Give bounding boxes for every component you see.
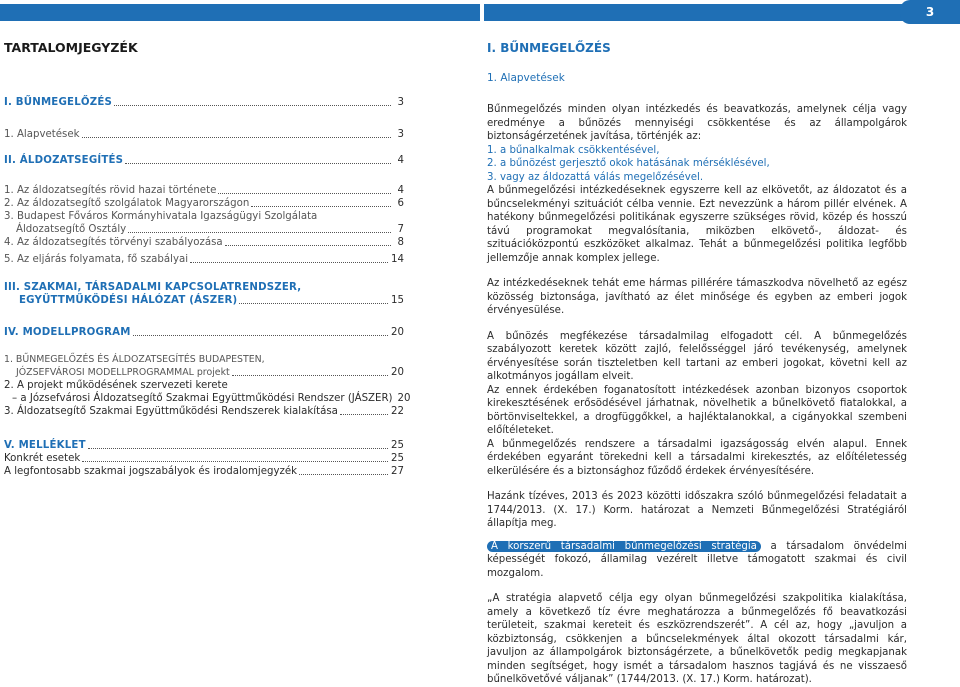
toc-entry [4,452,404,465]
paragraph: Hazánk tízéves, 2013 és 2023 közötti időszakra szóló bűnmegelőzési feladatait a 1744/2013. (X. 17.) Korm. határozat a Nemzeti Bűnmegelőzési Stratégiáról állapítja meg. [487,491,907,529]
toc-leader-dots [251,206,391,207]
toc-leader-dots [88,448,388,449]
toc-entry-text: II. ÁLDOZATSEGÍTÉS [4,154,124,166]
toc-entry [4,366,404,379]
paragraph [487,540,907,581]
header-bar [0,0,960,21]
toc-page-number: 27 [391,465,404,477]
toc-leader-dots [114,105,391,106]
toc-page-number: 4 [397,184,404,196]
toc-entry [4,236,404,249]
paragraph: A bűnözés megfékezése társadalmilag elfogadott cél. A bűnmegelőzés szabályozott keretek között zajló, felelősséggel járó tevékenység, amelynek érvényesítése során tiszteletben kell tartani az emberi jogokat, követni kell az alkotmányos jogállam elveit. [487,330,907,382]
toc-leader-dots [232,375,388,376]
page-number: 3 [900,0,960,24]
toc-entry-text: 3. Áldozatsegítő Szakmai Együttműködési Rendszerek kialakítása [4,405,338,417]
toc-entry-text: JÓZSEFVÁROSI MODELLPROGRAMMAL projekt [16,366,230,378]
toc-leader-dots [128,232,391,233]
toc-leader-dots [239,303,388,304]
toc-entry [4,210,404,223]
toc-page-number: 4 [397,154,404,166]
toc-entry [4,281,404,294]
toc-entry-text: III. SZAKMAI, TÁRSADALMI KAPCSOLATRENDSZER, [4,281,302,293]
toc-entry-text: Áldozatsegítő Osztály [16,223,127,235]
toc-entry-text: 1. Alapvetések [4,128,80,140]
toc-page-number: 25 [391,452,404,464]
toc-entry [4,154,404,167]
header-bar-right [484,4,960,21]
toc-entry-text: 3. Budapest Főváros Kormányhivatala Igazságügyi Szolgálata [4,210,318,222]
toc-leader-dots [340,414,388,415]
toc-leader-dots [133,335,388,336]
list-item: 3. vagy az áldozattá válás megelőzésével. [487,171,704,183]
toc-entry [4,184,404,197]
toc-entry-text: EGYÜTTMŰKÖDÉSI HÁLÓZAT (ÁSZER) [19,294,238,306]
paragraph: Bűnmegelőzés minden olyan intézkedés és beavatkozás, amelynek célja vagy eredménye a bűnözés mennyiségi csökkentése és az állampolgárok biztonságérzetének javítása, történjék az: [487,104,907,142]
toc-title: TARTALOMJEGYZÉK [4,40,138,55]
paragraph: Az intézkedéseknek tehát eme hármas pillérére támaszkodva növelhető az egész közösség biztonsága, javítható az élet minősége és egyben az emberi jogok érvényesülése. [487,278,907,316]
toc-page-number: 15 [391,294,404,306]
toc-entry [4,294,404,307]
toc-page-number: 8 [397,236,404,248]
paragraph: A bűnmegelőzés rendszere a társadalmi igazságosság elvén alapul. Ennek érdekében egyaránt törekedni kell a társadalmi kirekesztés, az előítéletesség elkerülésére és a biztonsághoz fűződő érdekek érvényesítésére. [487,438,907,477]
toc-entry [4,405,404,418]
header-bar-left [0,4,480,21]
paragraph: Az ennek érdekében foganatosított intézkedések azonban bizonyos csoportok kirekesztésének erősödésével járhatnak, növelhetik a bűnelkövető fiatalokkal, a börtönviseltekkel, a drogfüggőkkel, a hajléktalanokkal, a cigányokkal szembeni előítéleteket. [487,384,907,436]
toc-page-number: 6 [397,197,404,209]
toc-page-number: 20 [391,326,404,338]
toc-leader-dots [125,163,391,164]
toc-page-number: 20 [397,392,411,404]
paragraph: A bűnmegelőzési intézkedéseknek egyszerre kell az elkövetőt, az áldozatot és a bűncselekményi szituációt célba vennie. Ezt nevezzünk a három pillér elvének. A hatékony bűnmegelőzési politikának egyszerre szükséges rövid, közép és hosszú távú programokat megvalósítania, miközben elkövető-, áldozat- és szituációközpontú eszközöket alkalmaz. Tehát a bűnmegelőzési politika legfőbb jellemzője annak komplex jellege. [487,185,907,264]
toc-leader-dots [225,245,391,246]
toc-leader-dots [218,193,391,194]
toc-page-number: 3 [397,96,404,108]
toc-entry-text: 2. Az áldozatsegítő szolgálatok Magyarországon [4,197,250,209]
toc-entry-text: I. BŰNMEGELŐZÉS [4,96,113,108]
toc-entry [4,96,404,109]
toc-entry [4,465,404,478]
toc-page-number: 7 [397,223,404,235]
body-text [487,103,907,687]
toc-entry [4,392,411,405]
toc-entry [4,326,404,339]
toc-entry-text: Konkrét esetek [4,452,81,464]
toc-entry-text: – a Józsefvárosi Áldozatsegítő Szakmai Együttműködési Rendszer (JÁSZER) [12,392,393,404]
toc-entry-text: V. MELLÉKLET [4,439,86,451]
toc-entry-text: 5. Az eljárás folyamata, fő szabályai [4,253,189,265]
toc-entry-text: IV. MODELLPROGRAM [4,326,131,338]
toc-entry-text: 1. BŰNMEGELŐZÉS ÉS ÁLDOZATSEGÍTÉS BUDAPESTEN, [4,353,265,365]
toc-entry-text: 2. A projekt működésének szervezeti kerete [4,379,228,391]
toc-entry-text: 4. Az áldozatsegítés törvényi szabályozása [4,236,223,248]
toc-page-number: 20 [391,366,404,378]
toc-entry [4,253,404,266]
subsection-heading: 1. Alapvetések [487,72,565,84]
toc-page-number: 25 [391,439,404,451]
toc-page-number: 3 [397,128,404,140]
toc-page-number: 14 [391,253,404,265]
list-item: 1. a bűnalkalmak csökkentésével, [487,144,660,156]
toc-leader-dots [299,474,388,475]
toc-entry [4,353,404,366]
toc-entry-text: A legfontosabb szakmai jogszabályok és irodalomjegyzék [4,465,298,477]
toc-entry-text: 1. Az áldozatsegítés rövid hazai története [4,184,217,196]
toc-entry [4,128,404,141]
paragraph-rest: a társadalom önvédelmi képességét fokozó, államilag vezérelt illetve támogatott szakmai és civil mozgalom. [487,540,907,579]
toc-leader-dots [190,262,388,263]
toc-entry [4,197,404,210]
toc-entry [4,223,404,236]
highlighted-phrase: A korszerű társadalmi bűnmegelőzési stratégia [487,541,761,552]
quote-paragraph: „A stratégia alapvető célja egy olyan bűnmegelőzési szakpolitika kialakítása, amely a következő tíz évre meghatározza a bűnmegelőzés fő beavatkozási területeit, szakmai kereteit és eszközrendszerét”. A cél az, hogy „javuljon a közbiztonság, csökkenjen a bűncselekmények által okozott társadalmi kár, javuljon az állampolgárok biztonságérzete, a bűnelkövetők pedig megkapjanak minden segítséget, hogy ismét a társadalom hasznos tagjává és ne visszaeső bűnelkövetővé váljanak” (1744/2013. (X. 17.) Korm. határozat). [487,593,907,685]
section-heading: I. BŰNMEGELŐZÉS [487,41,611,55]
toc-leader-dots [82,461,388,462]
toc-leader-dots [82,137,391,138]
list-item: 2. a bűnözést gerjesztő okok hatásának mérséklésével, [487,158,770,169]
toc-page-number: 22 [391,405,404,417]
toc-entry [4,439,404,452]
toc-entry [4,379,404,392]
